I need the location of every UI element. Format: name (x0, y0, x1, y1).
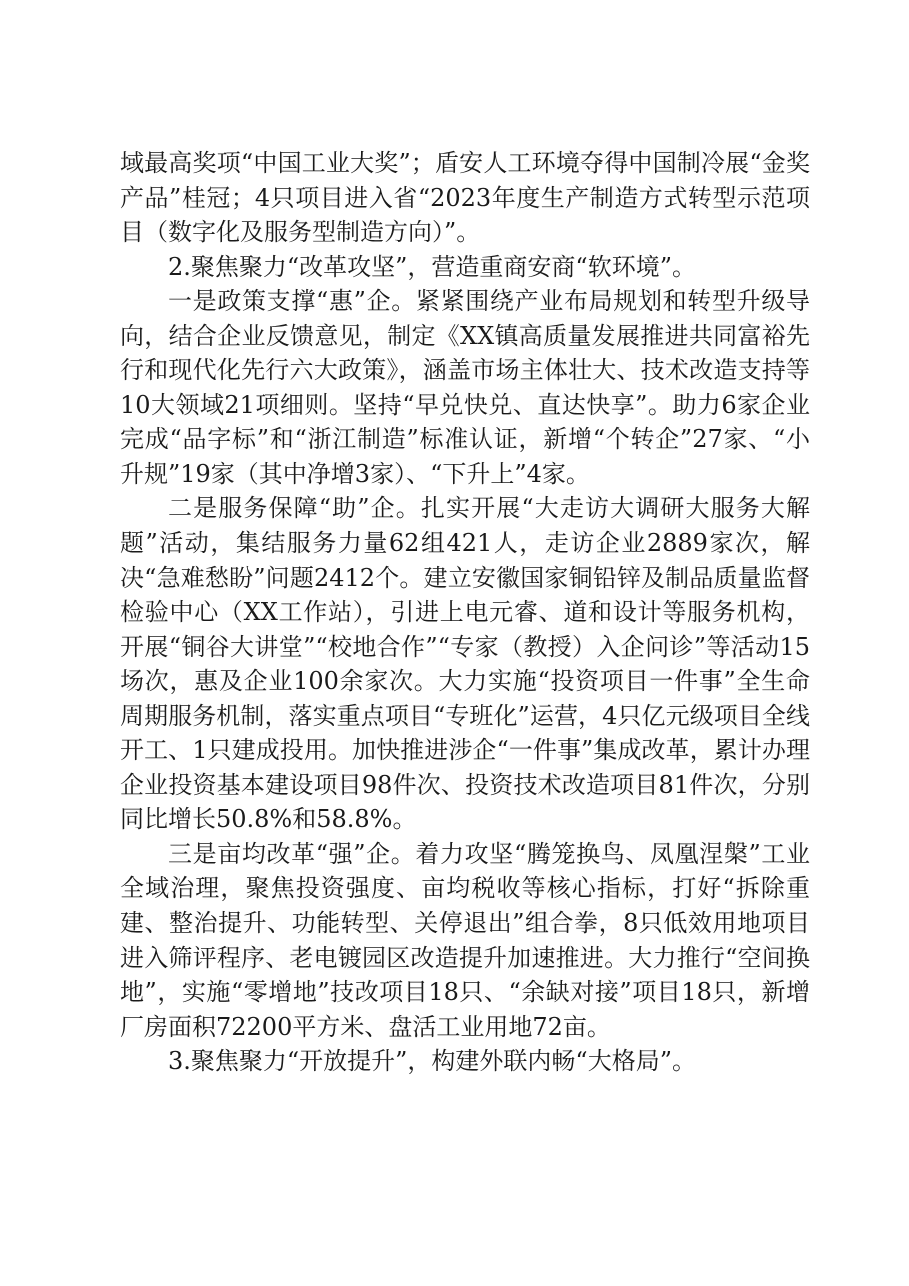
section-heading-3: 3.聚焦聚力“开放提升”，构建外联内畅“大格局”。 (168, 1047, 696, 1076)
paragraph-per-mu-reform: 三是亩均改革“强”企。着力攻坚“腾笼换鸟、凤凰涅槃”工业全域治理，聚焦投资强度、亩均税收等核心指标，打好“拆除重建、整治提升、功能转型、关停退出”组合拳，8只低效用地项目进入筛评程序、老电镀园区改造提升加速推进。大力推行“空间换地”，实施“零增地”技改项目18只、“余缺对接”项目18只，新增厂房面积72200平方米、盘活工业用地72亩。 (120, 839, 810, 1041)
document-body (120, 146, 810, 1079)
paragraph-policy-support: 一是政策支撑“惠”企。紧紧围绕产业布局规划和转型升级导向，结合企业反馈意见，制定《XX镇高质量发展推进共同富裕先行和现代化先行六大政策》，涵盖市场主体壮大、技术改造支持等10大领域21项细则。坚持“早兑快兑、直达快享”。助力6家企业完成“品字标”和“浙江制造”标准认证，新增“个转企”27家、“小升规”19家（其中净增3家）、“下升上”4家。 (120, 287, 810, 488)
paragraph-service-guarantee: 二是服务保障“助”企。扎实开展“大走访大调研大服务大解题”活动，集结服务力量62组421人，走访企业2889家次，解决“急难愁盼”问题2412个。建立安徽国家铜铅锌及制品质量监督检验中心（XX工作站），引进上电元睿、道和设计等服务机构，开展“铜谷大讲堂”“校地合作”“专家（教授）入企问诊”等活动15场次，惠及企业100余家次。大力实施“投资项目一件事”全生命周期服务机制，落实重点项目“专班化”运营，4只亿元级项目全线开工、1只建成投用。加快推进涉企“一件事”集成改革，累计办理企业投资基本建设项目98件次、投资技术改造项目81件次，分别同比增长50.8%和58.8%。 (120, 494, 810, 834)
paragraph-continuation: 域最高奖项“中国工业大奖”；盾安人工环境夺得中国制冷展“金奖产品”桂冠；4只项目进入省“2023年度生产制造方式转型示范项目（数字化及服务型制造方向）”。 (120, 149, 810, 247)
section-heading-2: 2.聚焦聚力“改革攻坚”，营造重商安商“软环境”。 (168, 252, 696, 281)
